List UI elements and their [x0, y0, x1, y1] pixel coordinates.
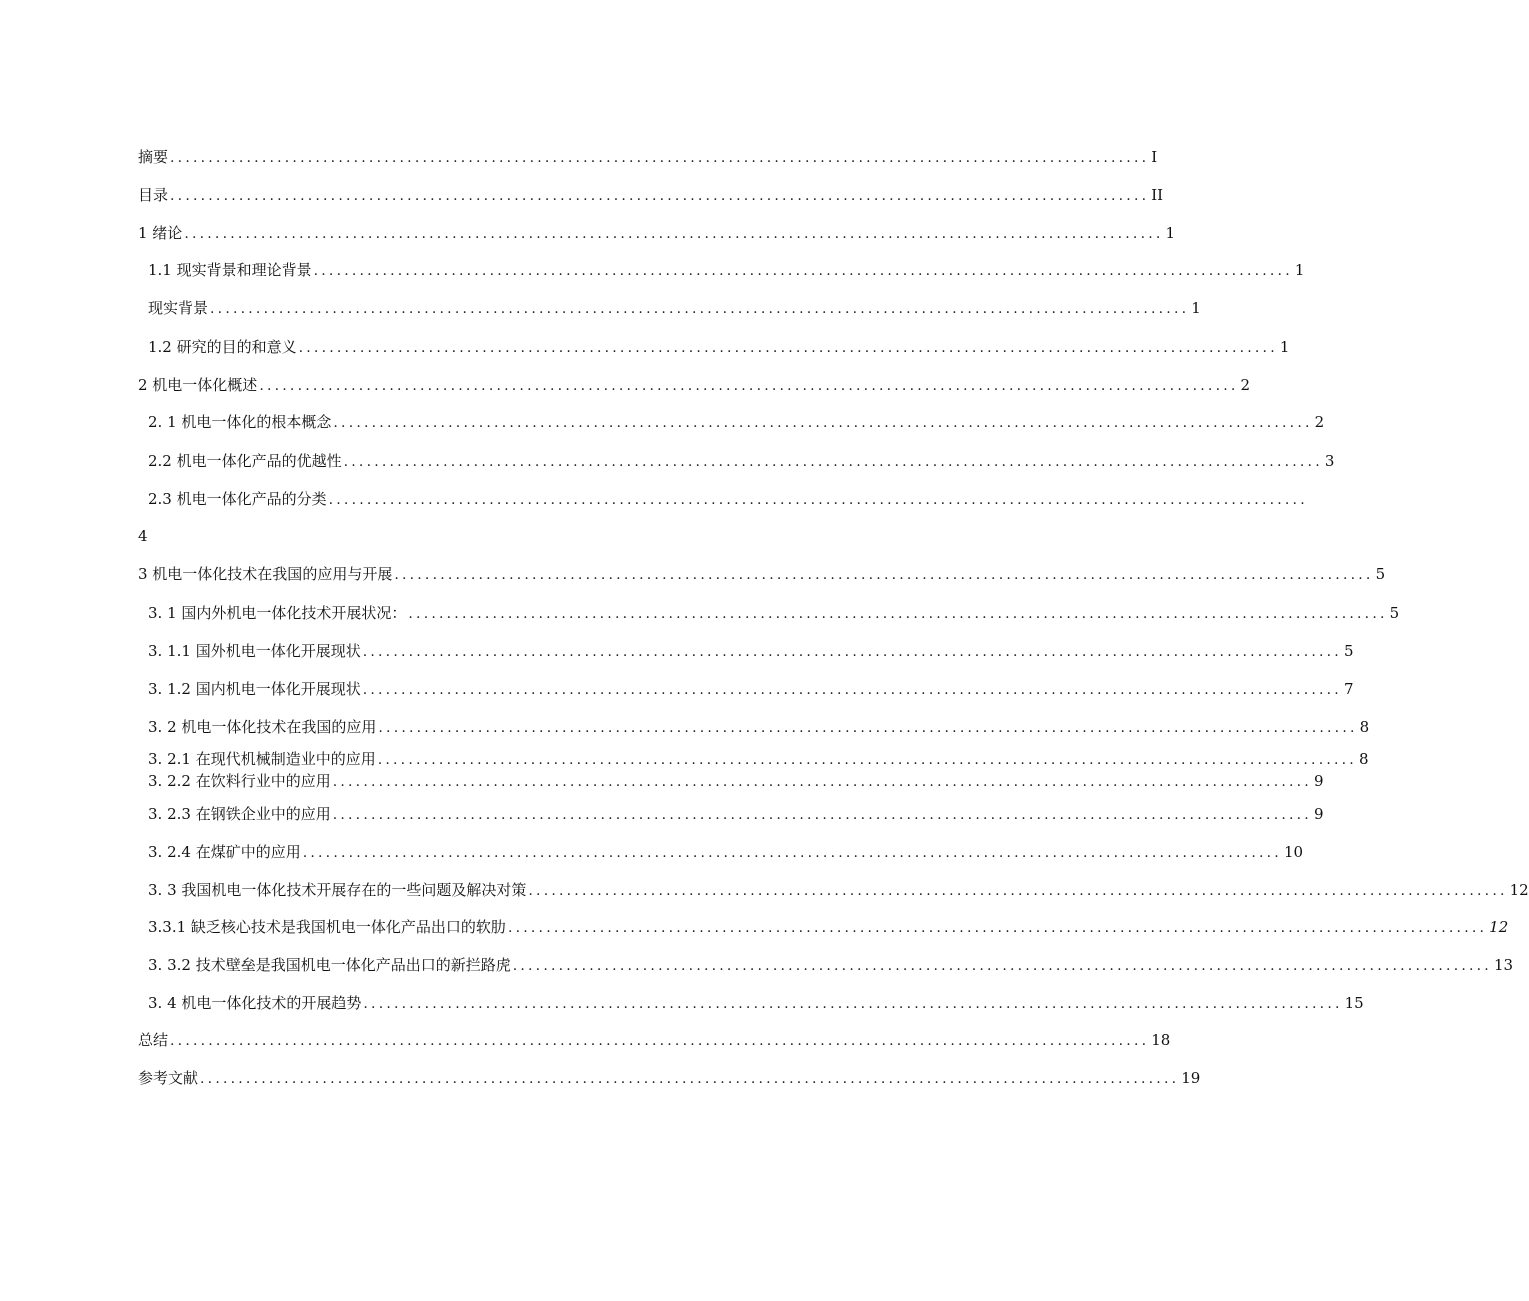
toc-entry-1-2[interactable] [148, 335, 1290, 359]
toc-leader-dots: ................................................................................................................................ [184, 226, 1164, 242]
toc-entry-title: 1 绪论 [138, 224, 183, 242]
toc-leader-dots: ................................................................................................................................ [512, 958, 1492, 974]
toc-entry-page: 3 [1324, 452, 1335, 470]
toc-entry-page: 7 [1343, 680, 1354, 698]
toc-leader-dots: ................................................................................................................................ [507, 920, 1488, 936]
toc-entry-page: II [1151, 186, 1164, 204]
toc-entry-title: 3 机电一体化技术在我国的应用与开展 [138, 565, 393, 583]
toc-entry-title: 3. 2.1 在现代机械制造业中的应用 [148, 750, 376, 768]
toc-entry-title: 3.3.1 缺乏核心技术是我国机电一体化产品出口的软肋 [148, 918, 506, 936]
toc-entry-page: 12 [1509, 881, 1529, 899]
toc-entry-page: 12 [1489, 918, 1509, 936]
toc-entry-title: 3. 3 我国机电一体化技术开展存在的一些问题及解决对策 [148, 881, 527, 899]
toc-leader-dots: ................................................................................................................................ [170, 188, 1150, 204]
toc-entry-3-2-4[interactable] [148, 840, 1304, 864]
toc-entry-page: 1 [1279, 338, 1290, 356]
toc-leader-dots: ................................................................................................................................ [298, 340, 1278, 356]
toc-entry-page: 13 [1493, 956, 1514, 974]
toc-leader-dots: ................................................................................................................................ [333, 415, 1313, 431]
toc-entry-title: 2.2 机电一体化产品的优越性 [148, 452, 342, 470]
toc-entry-3-3-1[interactable] [148, 915, 1509, 939]
toc-entry-2-3-page: 4 [138, 527, 148, 545]
toc-entry-title: 3. 1.2 国内机电一体化开展现状 [148, 680, 361, 698]
toc-entry-page: 5 [1343, 642, 1354, 660]
toc-leader-dots: ................................................................................................................................ [378, 720, 1358, 736]
toc-entry-page: 18 [1151, 1031, 1171, 1049]
toc-entry-page: 9 [1313, 805, 1324, 823]
toc-entry-title: 目录 [138, 186, 169, 204]
toc-entry-3-4[interactable] [148, 991, 1364, 1015]
toc-entry-abstract[interactable] [138, 145, 1158, 169]
toc-entry-title: 2.3 机电一体化产品的分类 [148, 490, 327, 508]
toc-entry-title: 总结 [138, 1031, 169, 1049]
toc-leader-dots: ................................................................................................................................ [394, 567, 1374, 583]
toc-entry-title: 3. 1 国内外机电一体化技术开展状况： [148, 604, 407, 622]
toc-entry-title: 摘要 [138, 148, 169, 166]
toc-entry-contents[interactable] [138, 183, 1164, 207]
toc-leader-dots: ................................................................................................................................ [328, 492, 1308, 508]
toc-entry-page: 19 [1181, 1069, 1201, 1087]
toc-entry-title: 3. 3.2 技术壁垒是我国机电一体化产品出口的新拦路虎 [148, 956, 511, 974]
toc-leader-dots: ................................................................................................................................ [332, 807, 1312, 823]
toc-leader-dots: ................................................................................................................................ [259, 378, 1239, 394]
toc-entry-title: 参考文献 [138, 1069, 199, 1087]
toc-entry-title: 3. 2.2 在饮料行业中的应用 [148, 772, 331, 790]
toc-leader-dots: ................................................................................................................................ [170, 150, 1150, 166]
toc-entry-title: 3. 4 机电一体化技术的开展趋势 [148, 994, 362, 1012]
toc-leader-dots: ................................................................................................................................ [170, 1033, 1150, 1049]
toc-leader-dots: ................................................................................................................................ [313, 263, 1293, 279]
toc-entry-page: 1 [1294, 261, 1305, 279]
toc-entry-3-1-1[interactable] [148, 639, 1354, 663]
toc-leader-dots: ................................................................................................................................ [343, 454, 1323, 470]
toc-entry-3-3[interactable] [148, 878, 1529, 902]
toc-entry-page: 5 [1389, 604, 1400, 622]
toc-leader-dots: ................................................................................................................................ [362, 644, 1342, 660]
toc-entry-page: 1 [1191, 299, 1201, 317]
toc-entry-page: 5 [1375, 565, 1386, 583]
toc-entry-page: I [1151, 148, 1158, 166]
toc-entry-3-2[interactable] [148, 715, 1370, 739]
toc-entry-summary[interactable] [138, 1028, 1171, 1052]
toc-entry-title: 3. 1.1 国外机电一体化开展现状 [148, 642, 361, 660]
toc-entry-title: 3. 2.4 在煤矿中的应用 [148, 843, 301, 861]
toc-entry-title: 1.2 研究的目的和意义 [148, 338, 297, 356]
toc-entry-ch1[interactable] [138, 221, 1176, 245]
toc-entry-background[interactable] [148, 296, 1201, 320]
toc-entry-page: 2 [1314, 413, 1325, 431]
toc-entry-title: 2 机电一体化概述 [138, 376, 258, 394]
toc-entry-title: 3. 2 机电一体化技术在我国的应用 [148, 718, 377, 736]
toc-leader-dots: ................................................................................................................................ [362, 682, 1342, 698]
toc-leader-dots: ................................................................................................................................ [363, 996, 1343, 1012]
toc-entry-page: 10 [1283, 843, 1304, 861]
toc-entry-page: 8 [1359, 718, 1370, 736]
toc-entry-ch2[interactable] [138, 373, 1251, 397]
toc-entry-title: 1.1 现实背景和理论背景 [148, 261, 312, 279]
toc-entry-2-2[interactable] [148, 449, 1335, 473]
toc-entry-title: 现实背景 [148, 299, 209, 317]
toc-entry-3-1[interactable] [148, 601, 1400, 625]
toc-leader-dots: ................................................................................................................................ [408, 606, 1388, 622]
toc-leader-dots: ................................................................................................................................ [200, 1071, 1180, 1087]
toc-leader-dots: ................................................................................................................................ [377, 752, 1357, 768]
toc-entry-references[interactable] [138, 1066, 1201, 1090]
toc-entry-page: 9 [1313, 772, 1324, 790]
toc-entry-ch3[interactable] [138, 562, 1386, 586]
toc-entry-3-2-3[interactable] [148, 802, 1324, 826]
toc-entry-page: 2 [1240, 376, 1251, 394]
toc-entry-2-3[interactable] [148, 487, 1308, 511]
toc-entry-3-3-2[interactable] [148, 953, 1514, 977]
toc-entry-3-2-2[interactable] [148, 769, 1324, 793]
toc-leader-dots: ................................................................................................................................ [528, 883, 1508, 899]
toc-entry-2-1[interactable] [148, 410, 1325, 434]
toc-entry-page: 15 [1344, 994, 1364, 1012]
toc-entry-title: 3. 2.3 在钢铁企业中的应用 [148, 805, 331, 823]
toc-entry-title: 2. 1 机电一体化的根本概念 [148, 413, 332, 431]
toc-entry-3-1-2[interactable] [148, 677, 1354, 701]
toc-entry-3-2-1[interactable] [148, 747, 1369, 771]
toc-leader-dots: ................................................................................................................................ [210, 301, 1190, 317]
toc-leader-dots: ................................................................................................................................ [302, 845, 1282, 861]
toc-entry-page: 8 [1358, 750, 1369, 768]
toc-entry-1-1[interactable] [148, 258, 1305, 282]
toc-leader-dots: ................................................................................................................................ [332, 774, 1312, 790]
toc-entry-page: 1 [1165, 224, 1176, 242]
